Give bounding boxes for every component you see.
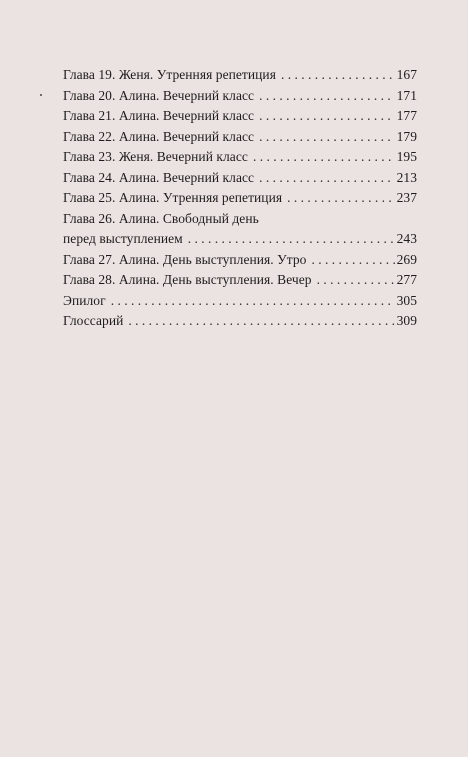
toc-entry-chapter-25 — [63, 188, 417, 209]
toc-entry-page: 167 — [396, 67, 417, 82]
toc-entry-page: 237 — [396, 190, 417, 205]
toc-entry-title-line1: Глава 26. Алина. Свободный день — [63, 210, 259, 226]
toc-entry-title: Глава 19. Женя. Утренняя репетиция — [63, 67, 276, 82]
toc-entry-chapter-24 — [63, 168, 417, 189]
toc-entry-chapter-27 — [63, 250, 417, 271]
toc-entry-epilogue — [63, 291, 417, 312]
toc-entry-title: Глава 23. Женя. Вечерний класс — [63, 149, 248, 164]
toc-entry-chapter-23 — [63, 147, 417, 168]
toc-entry-title: Эпилог — [63, 292, 106, 308]
toc-entry-title: Глава 21. Алина. Вечерний класс — [63, 108, 255, 123]
toc-dot-leader — [111, 291, 395, 312]
toc-entry-chapter-26 — [63, 209, 417, 250]
toc-dot-leader — [259, 106, 395, 127]
toc-entry-chapter-19 — [63, 65, 417, 86]
toc-dot-leader — [188, 229, 395, 250]
toc-entry-page: 179 — [396, 128, 417, 144]
toc-entry-title: Глоссарий — [63, 313, 124, 328]
toc-entry-page: 177 — [396, 108, 417, 123]
toc-dot-leader — [317, 270, 395, 291]
toc-entry-page: 243 — [396, 231, 417, 246]
table-of-contents — [63, 65, 417, 332]
toc-entry-title: перед выступлением — [63, 231, 183, 246]
toc-dot-leader — [259, 168, 395, 189]
toc-dot-leader — [128, 311, 394, 332]
toc-entry-page: 195 — [396, 149, 417, 164]
toc-entry-title: Глава 28. Алина. День выступления. Вечер — [63, 272, 312, 287]
toc-entry-title: Глава 20. Алина. Вечерний класс — [63, 87, 255, 103]
toc-entry-glossary — [63, 311, 417, 332]
toc-entry-page: 277 — [396, 272, 417, 287]
toc-dot-leader — [259, 127, 395, 148]
toc-entry-chapter-22 — [63, 127, 417, 148]
toc-entry-title: Глава 24. Алина. Вечерний класс — [63, 169, 255, 185]
toc-dot-leader — [253, 147, 395, 168]
print-speck — [40, 94, 42, 96]
toc-entry-page: 269 — [396, 251, 417, 267]
toc-dot-leader — [311, 250, 394, 271]
toc-entry-page: 305 — [396, 292, 417, 308]
toc-entry-page: 171 — [396, 87, 417, 103]
toc-entry-title: Глава 27. Алина. День выступления. Утро — [63, 251, 307, 267]
toc-entry-chapter-21 — [63, 106, 417, 127]
toc-entry-title: Глава 22. Алина. Вечерний класс — [63, 128, 255, 144]
toc-entry-chapter-20 — [63, 86, 417, 107]
toc-dot-leader — [287, 188, 394, 209]
toc-entry-chapter-28 — [63, 270, 417, 291]
toc-entry-page: 309 — [396, 313, 417, 328]
toc-entry-page: 213 — [396, 169, 417, 185]
toc-dot-leader — [281, 65, 395, 86]
toc-dot-leader — [259, 86, 395, 107]
toc-entry-title: Глава 25. Алина. Утренняя репетиция — [63, 190, 283, 205]
